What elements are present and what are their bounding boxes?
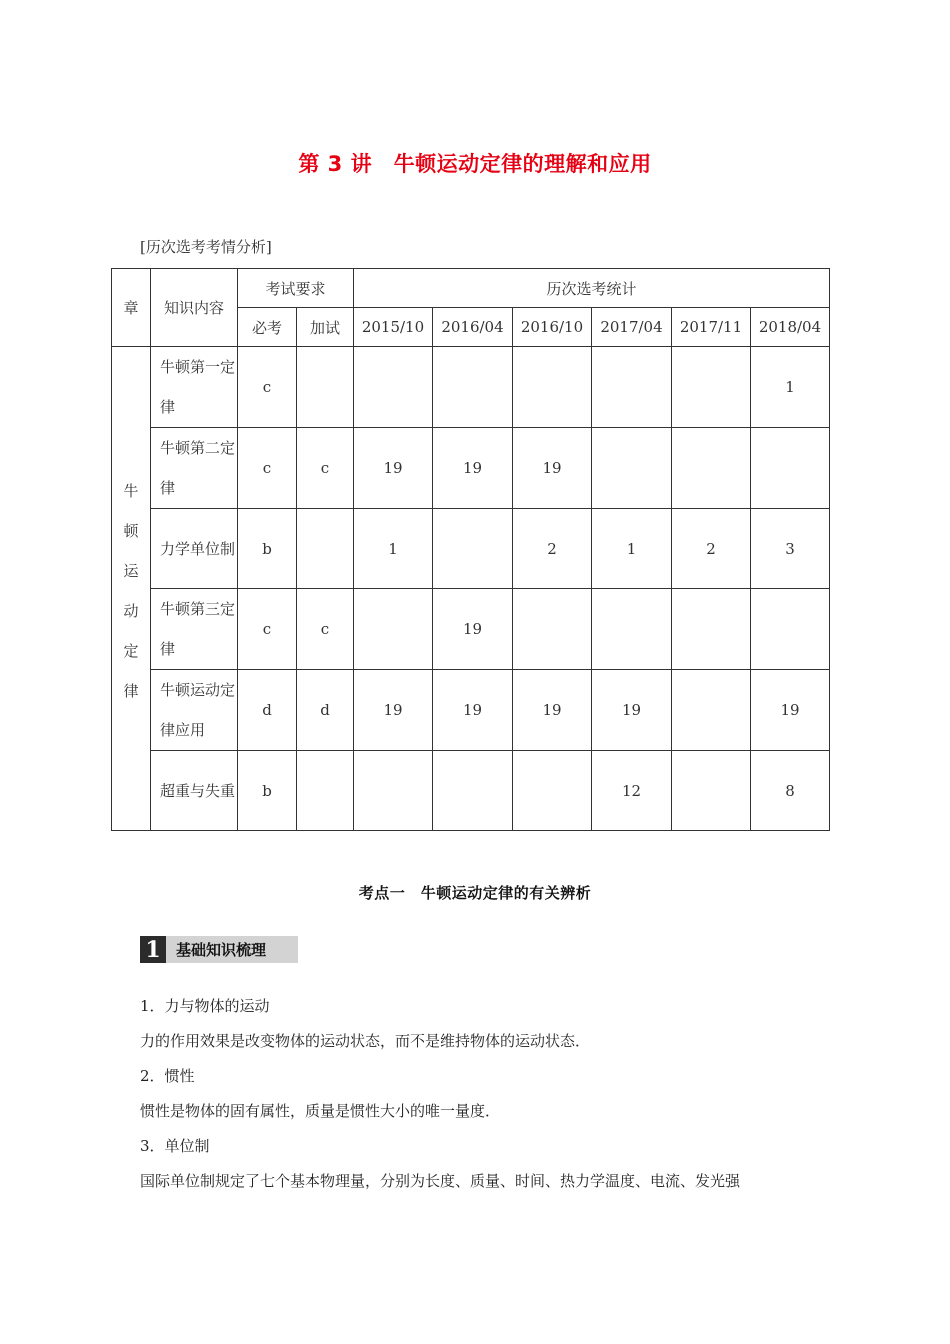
paragraph: 国际单位制规定了七个基本物理量，分别为长度、质量、时间、热力学温度、电流、发光强 bbox=[140, 1172, 741, 1190]
stat-cell: 19 bbox=[354, 428, 433, 509]
stat-cell: 19 bbox=[513, 670, 592, 751]
header-added: 加试 bbox=[297, 308, 354, 347]
added-cell bbox=[297, 751, 354, 831]
stat-cell bbox=[592, 428, 672, 509]
stat-cell: 19 bbox=[513, 428, 592, 509]
table-row bbox=[112, 670, 830, 751]
header-year: 2017/04 bbox=[592, 308, 672, 347]
stat-cell: 1 bbox=[751, 347, 830, 428]
table-row bbox=[112, 428, 830, 509]
content-body bbox=[140, 994, 830, 1204]
analysis-caption: [历次选考考情分析] bbox=[140, 238, 272, 256]
stat-cell: 19 bbox=[433, 670, 513, 751]
chapter-name: 牛顿运动定律 bbox=[123, 481, 139, 700]
stat-cell bbox=[513, 751, 592, 831]
stat-cell bbox=[592, 347, 672, 428]
stat-cell: 3 bbox=[751, 509, 830, 589]
stat-cell bbox=[354, 347, 433, 428]
header-requirement: 考试要求 bbox=[238, 269, 354, 308]
stat-cell: 19 bbox=[433, 428, 513, 509]
stat-cell bbox=[751, 589, 830, 670]
topic-cell: 力学单位制 bbox=[151, 509, 238, 589]
stat-cell bbox=[433, 347, 513, 428]
stat-cell bbox=[672, 428, 751, 509]
stat-cell bbox=[354, 589, 433, 670]
stat-cell bbox=[672, 670, 751, 751]
required-cell: d bbox=[238, 670, 297, 751]
stat-cell: 19 bbox=[433, 589, 513, 670]
required-cell: c bbox=[238, 428, 297, 509]
header-history: 历次选考统计 bbox=[354, 269, 830, 308]
table-row bbox=[112, 751, 830, 831]
header-required: 必考 bbox=[238, 308, 297, 347]
heading-inertia: 2．惯性 bbox=[140, 1067, 195, 1085]
topic-cell: 超重与失重 bbox=[151, 751, 238, 831]
badge-label: 基础知识梳理 bbox=[176, 941, 267, 959]
stat-cell: 19 bbox=[354, 670, 433, 751]
stat-cell bbox=[751, 428, 830, 509]
table-row bbox=[112, 589, 830, 670]
header-year: 2016/04 bbox=[433, 308, 513, 347]
table-row bbox=[112, 347, 830, 428]
stat-cell: 1 bbox=[592, 509, 672, 589]
topic-cell: 牛顿第二定律 bbox=[151, 428, 238, 509]
topic-cell: 牛顿第一定律 bbox=[151, 347, 238, 428]
stat-cell bbox=[433, 751, 513, 831]
header-year: 2018/04 bbox=[751, 308, 830, 347]
chapter-cell bbox=[112, 347, 151, 831]
stat-cell: 19 bbox=[751, 670, 830, 751]
required-cell: b bbox=[238, 509, 297, 589]
added-cell: c bbox=[297, 589, 354, 670]
stat-cell: 1 bbox=[354, 509, 433, 589]
header-topic: 知识内容 bbox=[151, 269, 238, 347]
header-year: 2017/11 bbox=[672, 308, 751, 347]
page-title: 第 3 讲 牛顿运动定律的理解和应用 bbox=[298, 152, 652, 176]
stat-cell: 19 bbox=[592, 670, 672, 751]
heading-force-motion: 1．力与物体的运动 bbox=[140, 997, 270, 1015]
header-year: 2016/10 bbox=[513, 308, 592, 347]
section-heading: 考点一 牛顿运动定律的有关辨析 bbox=[358, 884, 592, 902]
stat-cell bbox=[513, 589, 592, 670]
badge-number: 1 bbox=[140, 936, 166, 963]
added-cell: c bbox=[297, 428, 354, 509]
stat-cell bbox=[672, 751, 751, 831]
topic-cell: 牛顿运动定律应用 bbox=[151, 670, 238, 751]
stat-cell bbox=[354, 751, 433, 831]
stat-cell bbox=[672, 589, 751, 670]
stat-cell bbox=[513, 347, 592, 428]
added-cell bbox=[297, 347, 354, 428]
header-year: 2015/10 bbox=[354, 308, 433, 347]
stat-cell bbox=[433, 509, 513, 589]
topic-cell: 牛顿第三定律 bbox=[151, 589, 238, 670]
stat-cell bbox=[592, 589, 672, 670]
paragraph: 惯性是物体的固有属性，质量是惯性大小的唯一量度． bbox=[140, 1102, 501, 1120]
paragraph: 力的作用效果是改变物体的运动状态，而不是维持物体的运动状态． bbox=[140, 1032, 591, 1050]
stat-cell: 2 bbox=[672, 509, 751, 589]
stat-cell: 8 bbox=[751, 751, 830, 831]
added-cell bbox=[297, 509, 354, 589]
section-badge bbox=[140, 936, 298, 963]
stat-cell: 12 bbox=[592, 751, 672, 831]
stat-cell bbox=[672, 347, 751, 428]
stat-cell: 2 bbox=[513, 509, 592, 589]
required-cell: c bbox=[238, 589, 297, 670]
required-cell: c bbox=[238, 347, 297, 428]
exam-statistics-table bbox=[111, 268, 830, 831]
added-cell: d bbox=[297, 670, 354, 751]
required-cell: b bbox=[238, 751, 297, 831]
heading-units: 3．单位制 bbox=[140, 1137, 210, 1155]
header-chapter: 章 bbox=[112, 269, 151, 347]
table-row bbox=[112, 509, 830, 589]
